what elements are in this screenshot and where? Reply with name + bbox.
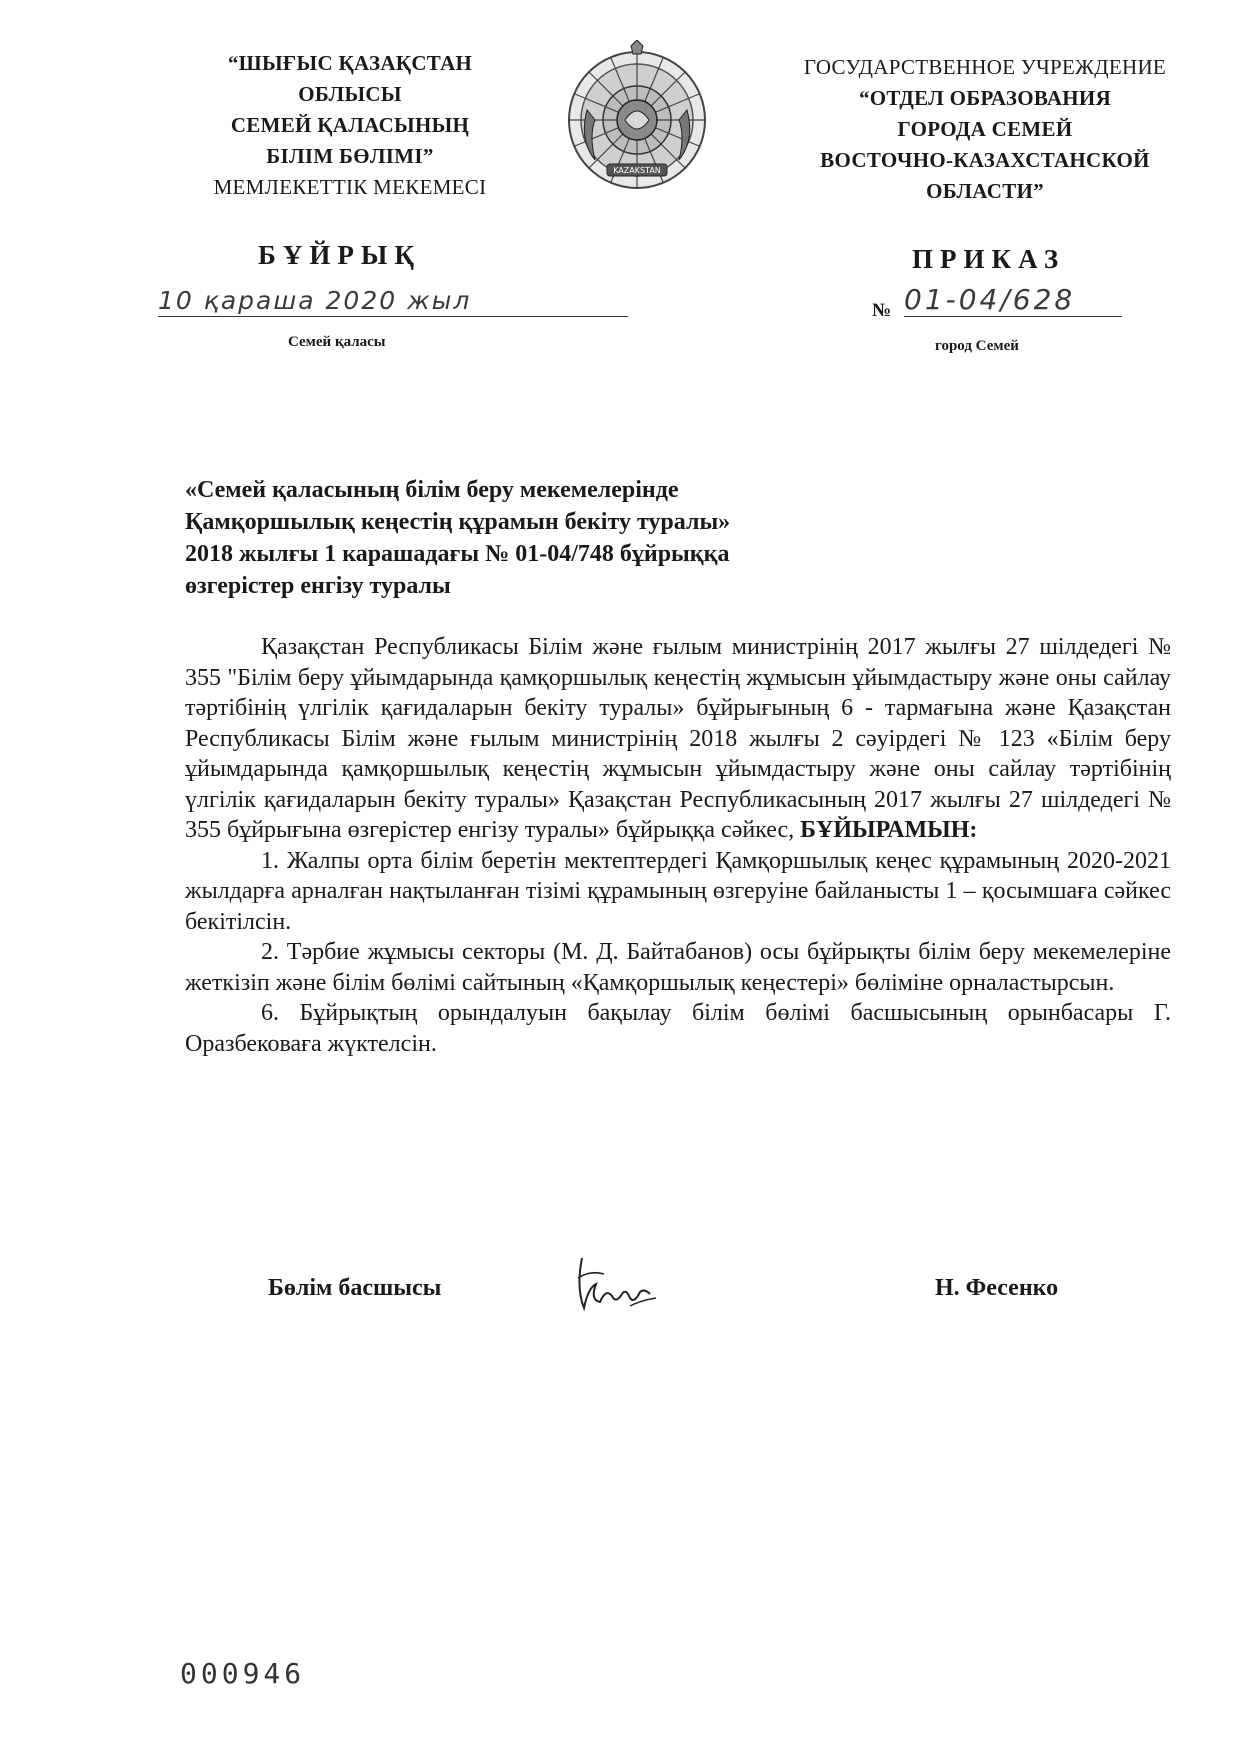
- preamble-text: Қазақстан Республикасы Білім және ғылым министрінің 2017 жылғы 27 шілдедегі № 355 "Білім беру ұйымдарында қамқоршылық кеңестің жұмысын ұйымдастыру және оны сайлау тәртібінің үлгілік қағидаларын бекіту туралы» бұйрығының 6 - тармағына және Қазақстан Республикасы Білім және ғылым министрінің 2018 жылғы 2 сәуірдегі № 123 «Білім беру ұйымдарында қамқоршылық кеңестің жұмысын ұйымдастыру және оны сайлау тәртібінің үлгілік қағидаларын бекіту туралы» Қазақстан Республикасының 2017 жылғы 27 шілдедегі № 355 бұйрығына өзгерістер енгізу туралы» бұйрыққа сәйкес,: [185, 634, 1171, 843]
- emblem-label: KAZAKSTAN: [613, 166, 661, 175]
- title-line2: Қамқоршылық кеңестің құрамын бекіту туралы»: [185, 509, 731, 535]
- header-left: [170, 48, 530, 203]
- header-left-line1: “ШЫҒЫС ҚАЗАҚСТАН: [227, 51, 473, 75]
- city-russian: город Семей: [935, 338, 1019, 354]
- handwritten-signature: [570, 1248, 660, 1318]
- handwritten-number: 01-04/628: [904, 283, 1122, 317]
- state-emblem-icon: [565, 40, 710, 200]
- order-item-3: 6. Бұйрықтың орындалуын бақылау білім бөлімі басшысының орынбасары Г. Оразбековаға жүктелсін.: [185, 1000, 1171, 1057]
- number-label: №: [872, 300, 892, 321]
- header-right-line4: ВОСТОЧНО-КАЗАХСТАНСКОЙ: [820, 148, 1150, 172]
- handwritten-date: 10 қараша 2020 жыл: [158, 286, 628, 317]
- order-body: [185, 632, 1171, 1059]
- title-line1: «Семей қаласының білім беру мекемелерінде: [185, 477, 679, 503]
- preamble-paragraph: [185, 632, 1171, 846]
- header-right: [775, 52, 1195, 207]
- title-line3: 2018 жылғы 1 карашадағы № 01-04/748 бұйрыққа: [185, 541, 730, 567]
- header-left-line3: СЕМЕЙ ҚАЛАСЫНЫҢ: [230, 113, 470, 137]
- header-left-line2: ОБЛЫСЫ: [298, 82, 402, 106]
- title-line4: өзгерістер енгізу туралы: [185, 573, 451, 599]
- signatory-position: Бөлім басшысы: [268, 1275, 442, 1301]
- header-right-line5: ОБЛАСТИ”: [926, 179, 1044, 203]
- order-item-2: 2. Тәрбие жұмысы секторы (М. Д. Байтабанов) осы бұйрықты білім беру мекемелеріне жеткізіп және білім бөлімі сайтының «Қамқоршылық кеңестері» бөліміне орналастырсын.: [185, 939, 1171, 996]
- doc-type-russian: ПРИКАЗ: [912, 244, 1066, 274]
- header-right-line3: ГОРОДА СЕМЕЙ: [897, 117, 1073, 141]
- header-right-line1: ГОСУДАРСТВЕННОЕ УЧРЕЖДЕНИЕ: [803, 55, 1167, 79]
- order-title: [185, 474, 985, 602]
- header-left-line5: МЕМЛЕКЕТТІК МЕКЕМЕСІ: [213, 175, 487, 199]
- serial-number: 000946: [180, 1657, 306, 1690]
- city-kazakh: Семей қаласы: [288, 334, 386, 350]
- header-left-line4: БІЛІМ БӨЛІМІ”: [266, 144, 434, 168]
- signatory-name: Н. Фесенко: [935, 1275, 1059, 1301]
- header-right-line2: “ОТДЕЛ ОБРАЗОВАНИЯ: [858, 86, 1112, 110]
- order-item-1: 1. Жалпы орта білім беретін мектептердегі Қамқоршылық кеңес құрамының 2020-2021 жылдарға арналған нақтыланған тізімі құрамының өзгеруіне байланысты 1 – қосымшаға сәйкес бекітілсін.: [185, 847, 1171, 935]
- doc-type-kazakh: БҰЙРЫҚ: [258, 240, 421, 270]
- order-word: БҰЙЫРАМЫН:: [800, 817, 978, 843]
